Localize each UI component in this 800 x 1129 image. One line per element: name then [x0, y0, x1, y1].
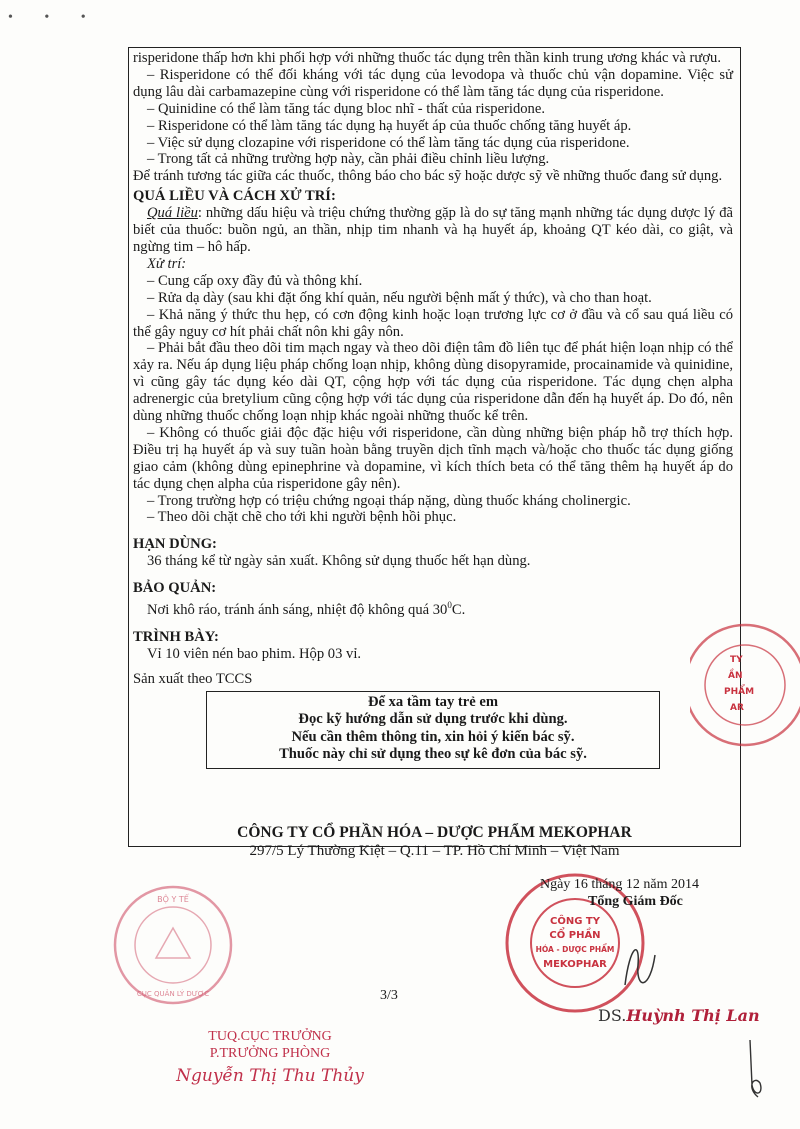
handwritten-signature-icon [620, 935, 660, 995]
sign-title: Tổng Giám Đốc [588, 894, 683, 909]
leaflet-body [133, 50, 733, 769]
warning-line: Đọc kỹ hướng dẫn sử dụng trước khi dùng. [298, 711, 568, 728]
warning-box [206, 691, 660, 769]
section-heading-expiry: HẠN DÙNG: [133, 536, 217, 553]
storage-text-main: Nơi khô ráo, tránh ánh sáng, nhiệt độ không quá 30 [147, 601, 448, 618]
paragraph: – Khả năng ý thức thu hẹp, có cơn động kinh hoặc loạn trương lực cơ ở đầu và cổ sau quá liều có thể gây nguy cơ hít phải chất nôn khi gây nôn. [133, 306, 733, 340]
company-name: CÔNG TY CỔ PHẦN HÓA – DƯỢC PHẨM MEKOPHAR [237, 824, 632, 841]
stamp-line: BỘ Y TẾ [157, 895, 189, 904]
ministry-round-stamp [108, 880, 238, 1010]
director-handwritten-name: Huỳnh Thị Lan [626, 1006, 760, 1025]
approval-line1: TUQ.CỤC TRƯỞNG [208, 1029, 332, 1044]
company-address: 297/5 Lý Thường Kiệt – Q.11 – TP. Hồ Chí Minh – Việt Nam [249, 843, 620, 859]
paragraph: – Trong trường hợp có triệu chứng ngoại tháp nặng, dùng thuốc kháng cholinergic. [147, 492, 631, 509]
paragraph: – Cung cấp oxy đầy đủ và thông khí. [147, 272, 363, 289]
overdose-label: Quá liều [147, 205, 198, 222]
paragraph: – Theo dõi chặt chẽ cho tới khi người bệnh hồi phục. [147, 509, 457, 526]
warning-line: Nếu cần thêm thông tin, xin hỏi ý kiến bác sỹ. [291, 728, 575, 745]
approval-handwritten-name: Nguyễn Thị Thu Thủy [176, 1066, 364, 1086]
scan-marks: • • • [8, 10, 100, 25]
paragraph: – Việc sử dụng clozapine với risperidone có thể làm tăng tác dụng của risperidone. [147, 134, 630, 151]
stamp-line: CỤC QUẢN LÝ DƯỢC [136, 990, 210, 998]
paragraph: – Phải bắt đầu theo dõi tim mạch ngay và theo dõi điện tâm đồ liên tục để phát hiện loạn nhịp có thể xảy ra. Nếu áp dụng liệu pháp chống loạn nhịp, không dùng disopyramide, procainamide và quinidine, vì cũng gây tác dụng kéo dài QT, cộng hợp với tác dụng của risperidone. Tác dụng chẹn alpha adrenergic của bretylium cũng cộng hợp với tác dụng của risperidone dẫn đến hạ huyết áp. Do đó, nên dùng những thuốc chống loạn nhịp khác ngoài những thuốc kể trên. [133, 340, 733, 425]
stamp-line: ẦN [728, 671, 743, 681]
paragraph: Để tránh tương tác giữa các thuốc, thông báo cho bác sỹ hoặc dược sỹ về những thuốc đang sử dụng. [133, 168, 723, 185]
storage-unit: C. [451, 601, 466, 618]
warning-line: Để xa tầm tay trẻ em [367, 693, 499, 710]
section-heading-storage: BẢO QUẢN: [133, 580, 217, 597]
degree-sup: 0 [447, 600, 452, 611]
paragraph: – Không có thuốc giải độc đặc hiệu với risperidone, cần dùng những biện pháp hỗ trợ thích hợp. Điều trị hạ huyết áp và suy tuần hoàn bằng truyền dịch tĩnh mạch và/hoặc cho thuốc tác dụng giống giao cảm (không dùng epinephrine và dopamine, vì kích thích beta có thể tăng thêm hạ huyết áp do tác dụng chẹn alpha của risperidone gây nên). [133, 424, 733, 492]
overdose-text: : những dấu hiệu và triệu chứng thường gặp là do sự tăng mạnh những tác dụng dược lý đã biết của thuốc: buồn ngủ, an thần, nhịp tim nhanh và hạ huyết áp, khoảng QT kéo dài, co giật, và ngừng tim – hô hấp. [133, 205, 733, 255]
paragraph: – Risperidone có thể làm tăng tác dụng hạ huyết áp của thuốc chống tăng huyết áp. [147, 117, 632, 134]
paragraph: – Trong tất cả những trường hợp này, cần phải điều chỉnh liều lượng. [147, 151, 550, 168]
paragraph: – Rửa dạ dày (sau khi đặt ống khí quản, nếu người bệnh mất ý thức), và cho than hoạt. [147, 289, 652, 306]
stamp-line: MEKOPHAR [543, 959, 607, 970]
company-block [128, 824, 741, 860]
overdose-paragraph [133, 205, 733, 256]
made-by-standard: Sản xuất theo TCCS [133, 670, 253, 687]
page-number: 3/3 [380, 988, 398, 1003]
director-signature-block [540, 876, 770, 910]
paragraph: risperidone thấp hơn khi phối hợp với những thuốc tác dụng trên thần kinh trung ương khác và rượu. [133, 50, 721, 66]
edge-partial-stamp [690, 610, 800, 760]
stamp-line: CỔ PHẦN [549, 930, 601, 941]
stamp-line: TY [730, 655, 743, 665]
treatment-label: Xử trí: [147, 255, 187, 272]
name-prefix: DS. [598, 1006, 627, 1025]
section-heading-overdose: QUÁ LIỀU VÀ CÁCH XỬ TRÍ: [133, 188, 336, 205]
paragraph: – Quinidine có thể làm tăng tác dụng bloc nhĩ - thất của risperidone. [147, 100, 545, 117]
expiry-text: 36 tháng kể từ ngày sản xuất. Không sử dụng thuốc hết hạn dùng. [147, 553, 531, 570]
paragraph: – Risperidone có thể đối kháng với tác dụng của levodopa và thuốc chủ vận dopamine. Việc sử dụng lâu dài carbamazepine cùng với risperidone có thể làm tăng tác dụng của risperidone. [133, 66, 733, 100]
sign-date: Ngày 16 tháng 12 năm 2014 [540, 877, 700, 892]
storage-text [133, 597, 733, 619]
approval-line2: P.TRƯỞNG PHÒNG [209, 1046, 331, 1061]
approval-signature-block [160, 1028, 380, 1085]
section-heading-packaging: TRÌNH BÀY: [133, 628, 219, 645]
initial-mark-icon [740, 1035, 770, 1105]
packaging-text: Vỉ 10 viên nén bao phim. Hộp 03 vỉ. [147, 645, 362, 662]
director-name [598, 1006, 760, 1025]
stamp-line: AR [730, 703, 744, 713]
stamp-line: CÔNG TY [550, 916, 600, 927]
warning-line: Thuốc này chỉ sử dụng theo sự kê đơn của bác sỹ. [279, 746, 587, 763]
stamp-line: HÓA - DƯỢC PHẨM [535, 945, 615, 954]
stamp-line: PHẨM [724, 687, 755, 697]
